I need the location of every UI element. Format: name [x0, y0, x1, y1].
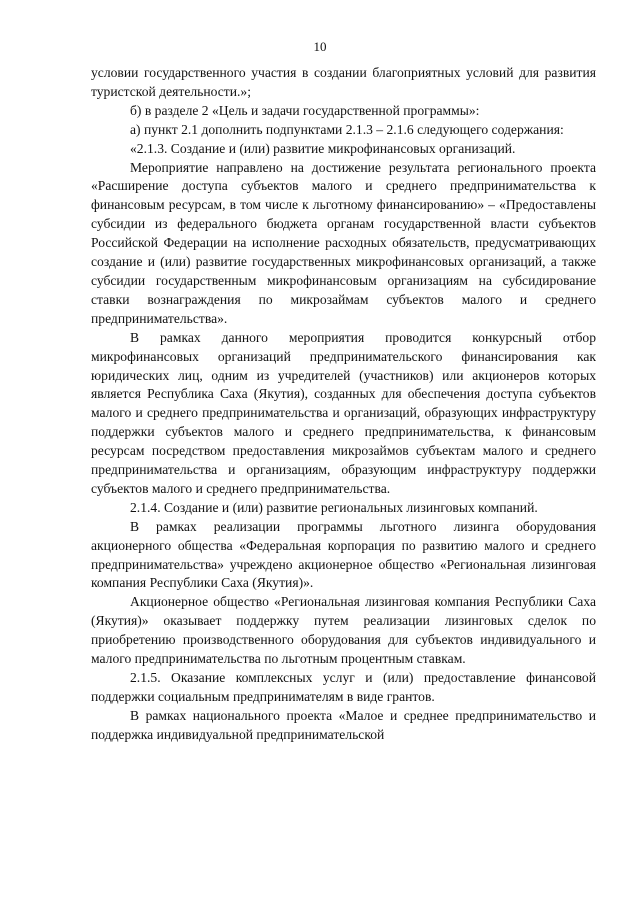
- paragraph-section-2: б) в разделе 2 «Цель и задачи государственной программы»:: [130, 102, 480, 118]
- paragraph-continuation: условии государственного участия в создании благоприятных условий для развития туристской деятельности.»;: [91, 65, 596, 99]
- subsection-heading-2-1-5: 2.1.5. Оказание комплексных услуг и (или) предоставление финансовой поддержки социальным предпринимателям в виде грантов.: [91, 670, 596, 704]
- paragraph-measure: Мероприятие направлено на достижение результата регионального проекта «Расширение доступа субъектов малого и среднего предпринимательства к финансовым ресурсам, в том числе к льготному финансированию» – «Предоставлены субсидии из федерального бюджета органам государственной власти субъектов Российской Федерации на исполнение расходных обязательств, предусматривающих создание и (или) развитие государственных микрофинансовых организаций, а также субсидии государственным микрофинансовым организациям на субсидирование ставки вознаграждения по микрозаймам субъектов малого и среднего предпринимательства».: [91, 159, 596, 326]
- subsection-heading-2-1-4: 2.1.4. Создание и (или) развитие региональных лизинговых компаний.: [130, 499, 538, 515]
- paragraph-leasing-company: Акционерное общество «Региональная лизинговая компания Республики Саха (Якутия)» оказывает поддержку путем реализации лизинговых сделок по приобретению производственного оборудования для субъектов индивидуального и малого предпринимательства по льготным процентным ставкам.: [91, 594, 596, 667]
- paragraph-item-a: а) пункт 2.1 дополнить подпунктами 2.1.3 – 2.1.6 следующего содержания:: [130, 121, 564, 137]
- document-body: [91, 64, 596, 745]
- subsection-heading-2-1-3: «2.1.3. Создание и (или) развитие микрофинансовых организаций.: [130, 140, 516, 156]
- paragraph-selection: В рамках данного мероприятия проводится конкурсный отбор микрофинансовых организаций предпринимательского финансирования как юридических лиц, одним из учредителей (участников) или акционеров которых является Республика Саха (Якутия), созданных для обеспечения доступа субъектов малого и среднего предпринимательства и организаций, образующих инфраструктуру поддержки субъектов малого и среднего предпринимательства, к финансовым ресурсам посредством предоставления микрозаймов субъектам малого и среднего предпринимательства и организациям, образующим инфраструктуру поддержки субъектов малого и среднего предпринимательства.: [91, 329, 596, 496]
- paragraph-national-project: В рамках национального проекта «Малое и среднее предпринимательство и поддержка индивидуальной предпринимательской: [91, 707, 596, 742]
- paragraph-leasing-program: В рамках реализации программы льготного лизинга оборудования акционерного общества «Федеральная корпорация по развитию малого и среднего предпринимательства» учреждено акционерное общество «Региональная лизинговая компания Республики Саха (Якутия)».: [91, 518, 596, 591]
- page-number: 10: [313, 39, 327, 54]
